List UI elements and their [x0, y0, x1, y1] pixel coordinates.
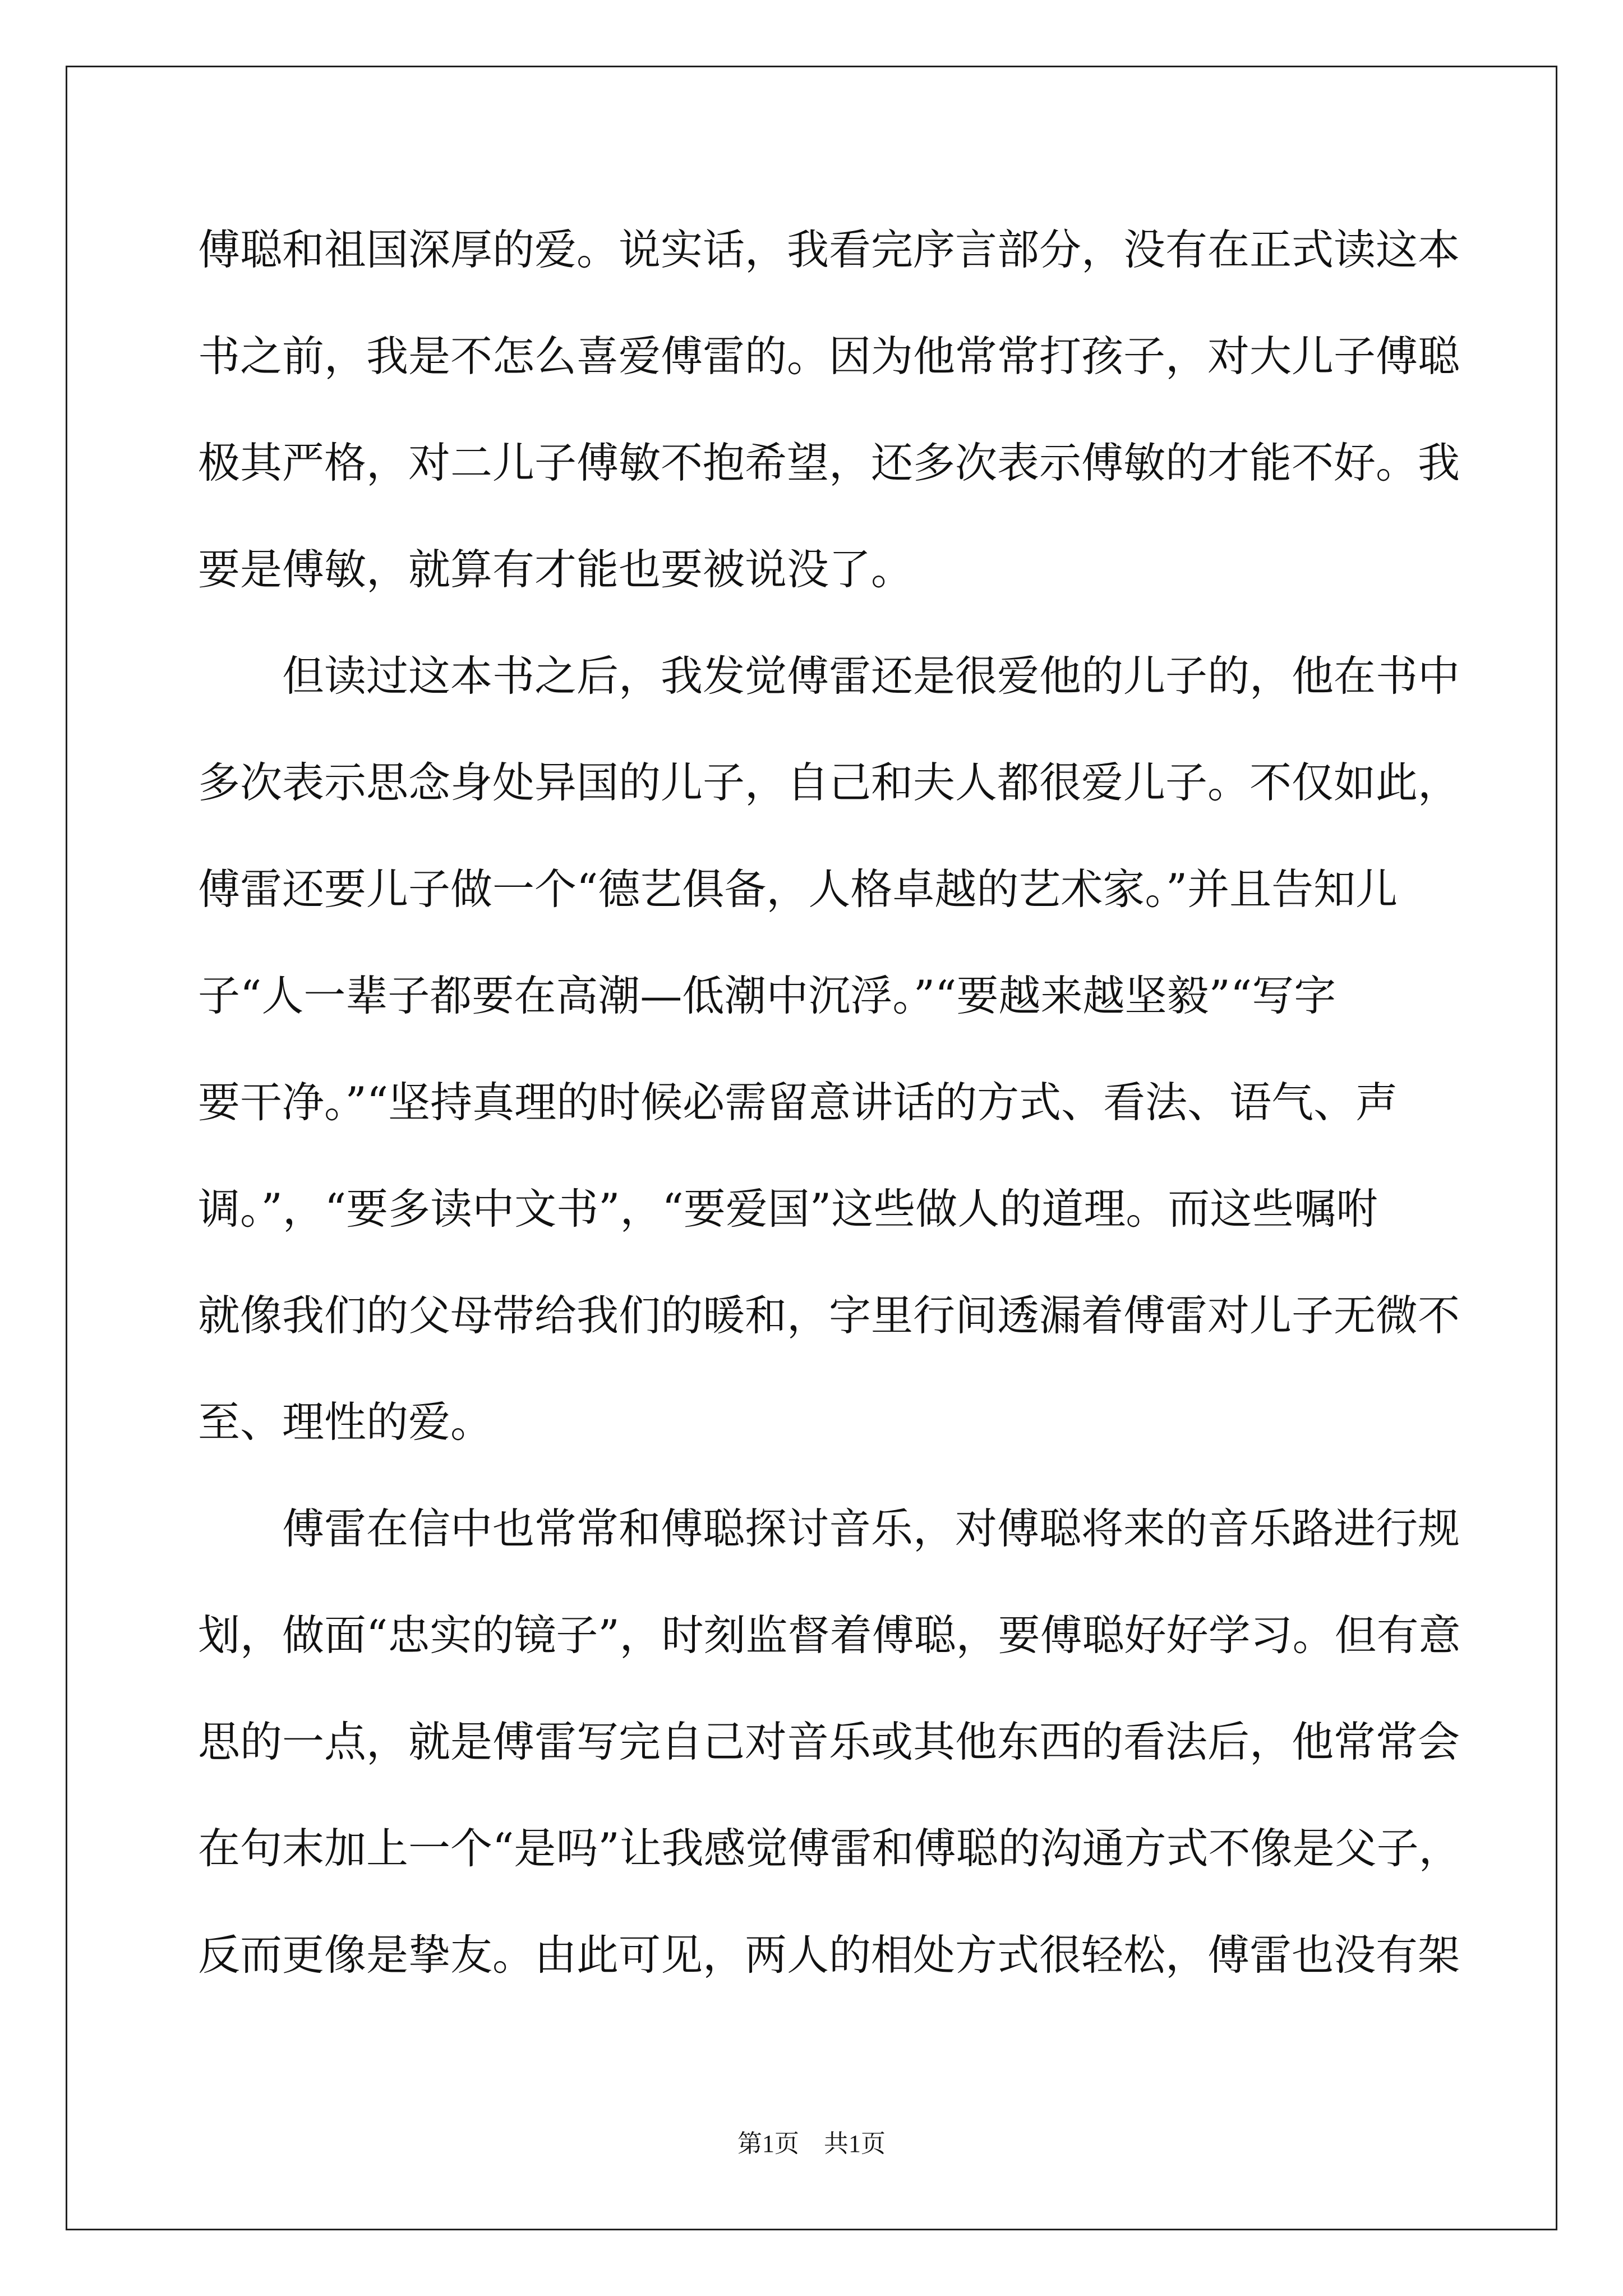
document-body — [198, 208, 1461, 2019]
text-line: 傅聪和祖国深厚的爱。说实话，我看完序言部分，没有在正式读这本 — [198, 225, 1460, 274]
text-line: 书之前，我是不怎么喜爱傅雷的。因为他常常打孩子，对大儿子傅聪 — [198, 332, 1460, 381]
text-line: 要干净。”“坚持真理的时候必需留意讲话的方式、看法、语气、声 — [198, 1078, 1398, 1127]
page-footer: 第1页 共1页 — [737, 2130, 886, 2157]
text-line: 调。”，“要多读中文书”，“要爱国”这些做人的道理。而这些嘱咐 — [198, 1184, 1378, 1234]
text-line: 傅雷在信中也常常和傅聪探讨音乐，对傅聪将来的音乐路进行规 — [198, 1504, 1460, 1553]
text-line: 至、理性的爱。 — [198, 1397, 493, 1447]
text-line: 傅雷还要儿子做一个“德艺俱备，人格卓越的艺术家。”并且告知儿 — [198, 864, 1398, 914]
text-line: 就像我们的父母带给我们的暖和，字里行间透漏着傅雷对儿子无微不 — [198, 1291, 1460, 1340]
text-line: 反而更像是挚友。由此可见，两人的相处方式很轻松，傅雷也没有架 — [198, 1930, 1460, 1980]
text-line: 要是傅敏，就算有才能也要被说没了。 — [198, 545, 914, 594]
text-line: 思的一点，就是傅雷写完自己对音乐或其他东西的看法后，他常常会 — [198, 1717, 1460, 1766]
text-line: 多次表示思念身处异国的儿子，自己和夫人都很爱儿子。不仅如此， — [198, 758, 1460, 807]
text-line: 但读过这本书之后，我发觉傅雷还是很爱他的儿子的，他在书中 — [198, 651, 1460, 701]
text-line: 在句末加上一个“是吗”让我感觉傅雷和傅聪的沟通方式不像是父子， — [198, 1824, 1461, 1873]
text-line: 划，做面“忠实的镜子”，时刻监督着傅聪，要傅聪好好学习。但有意 — [198, 1611, 1461, 1660]
text-line: 子“人一辈子都要在高潮—低潮中沉浮。”“要越来越坚毅”“写字 — [198, 971, 1336, 1020]
text-line: 极其严格，对二儿子傅敏不抱希望，还多次表示傅敏的才能不好。我 — [198, 438, 1460, 487]
